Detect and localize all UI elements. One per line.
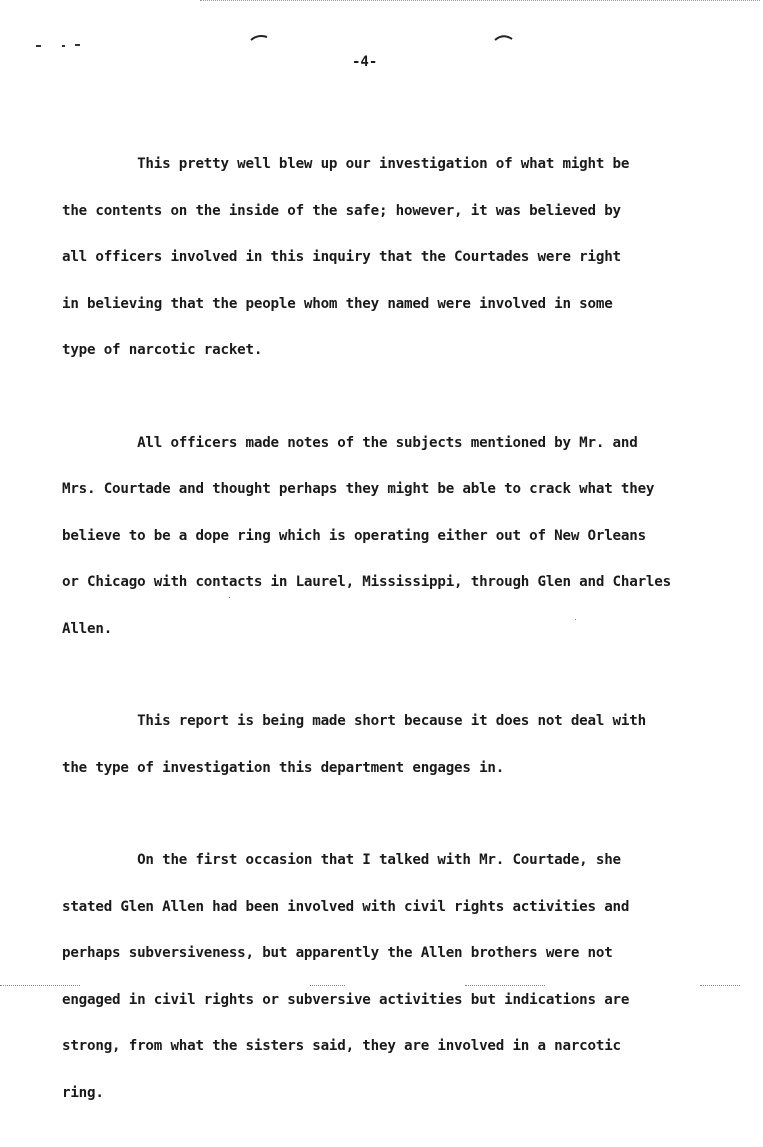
text-line: engaged in civil rights or subversive activities but indications are (62, 991, 630, 1008)
punch-arc-mark-left (250, 32, 270, 42)
text-line: perhaps subversiveness, but apparently the Allen brothers were not (62, 945, 613, 961)
text-line: This pretty well blew up our investigation of what might be (62, 156, 630, 172)
paragraph-3 (62, 683, 762, 807)
page-number: -4- (352, 54, 378, 70)
text-line: Allen. (62, 620, 113, 637)
top-edge-dotted-line (200, 0, 760, 4)
text-line: ring. (62, 1084, 104, 1101)
text-line: On the first occasion that I talked with Mr. Courtade, she (62, 852, 621, 868)
paragraph-2 (62, 405, 762, 669)
text-line: stated Glen Allen had been involved with civil rights activities and (62, 898, 630, 915)
scan-speck (575, 619, 576, 620)
text-line: believe to be a dope ring which is operating either out of New Orleans (62, 527, 646, 544)
bottom-edge-line (465, 985, 545, 986)
text-line: or Chicago with contacts in Laurel, Mississippi, through Glen and Charles (62, 574, 671, 590)
bottom-edge-line (310, 985, 345, 986)
text-line: All officers made notes of the subjects mentioned by Mr. and (62, 434, 638, 451)
scan-speck (229, 597, 230, 598)
text-line: the type of investigation this department engages in. (62, 759, 505, 776)
scan-mark (36, 45, 41, 47)
text-line: the contents on the inside of the safe; however, it was believed by (62, 202, 621, 219)
scan-mark (75, 44, 80, 46)
text-line: Mrs. Courtade and thought perhaps they might be able to crack what they (62, 481, 655, 497)
paragraph-4 (62, 822, 762, 1132)
punch-arc-mark-right (494, 32, 514, 42)
text-line: in believing that the people whom they named were involved in some (62, 295, 613, 312)
scan-mark (62, 45, 65, 47)
bottom-edge-line (700, 985, 740, 986)
paragraph-1 (62, 126, 762, 390)
text-line: type of narcotic racket. (62, 342, 263, 358)
report-body (62, 126, 762, 1147)
text-line: all officers involved in this inquiry that the Courtades were right (62, 249, 621, 265)
text-line: This report is being made short because it does not deal with (62, 713, 646, 729)
bottom-edge-line (0, 985, 80, 986)
text-line: strong, from what the sisters said, they are involved in a narcotic (62, 1038, 621, 1054)
